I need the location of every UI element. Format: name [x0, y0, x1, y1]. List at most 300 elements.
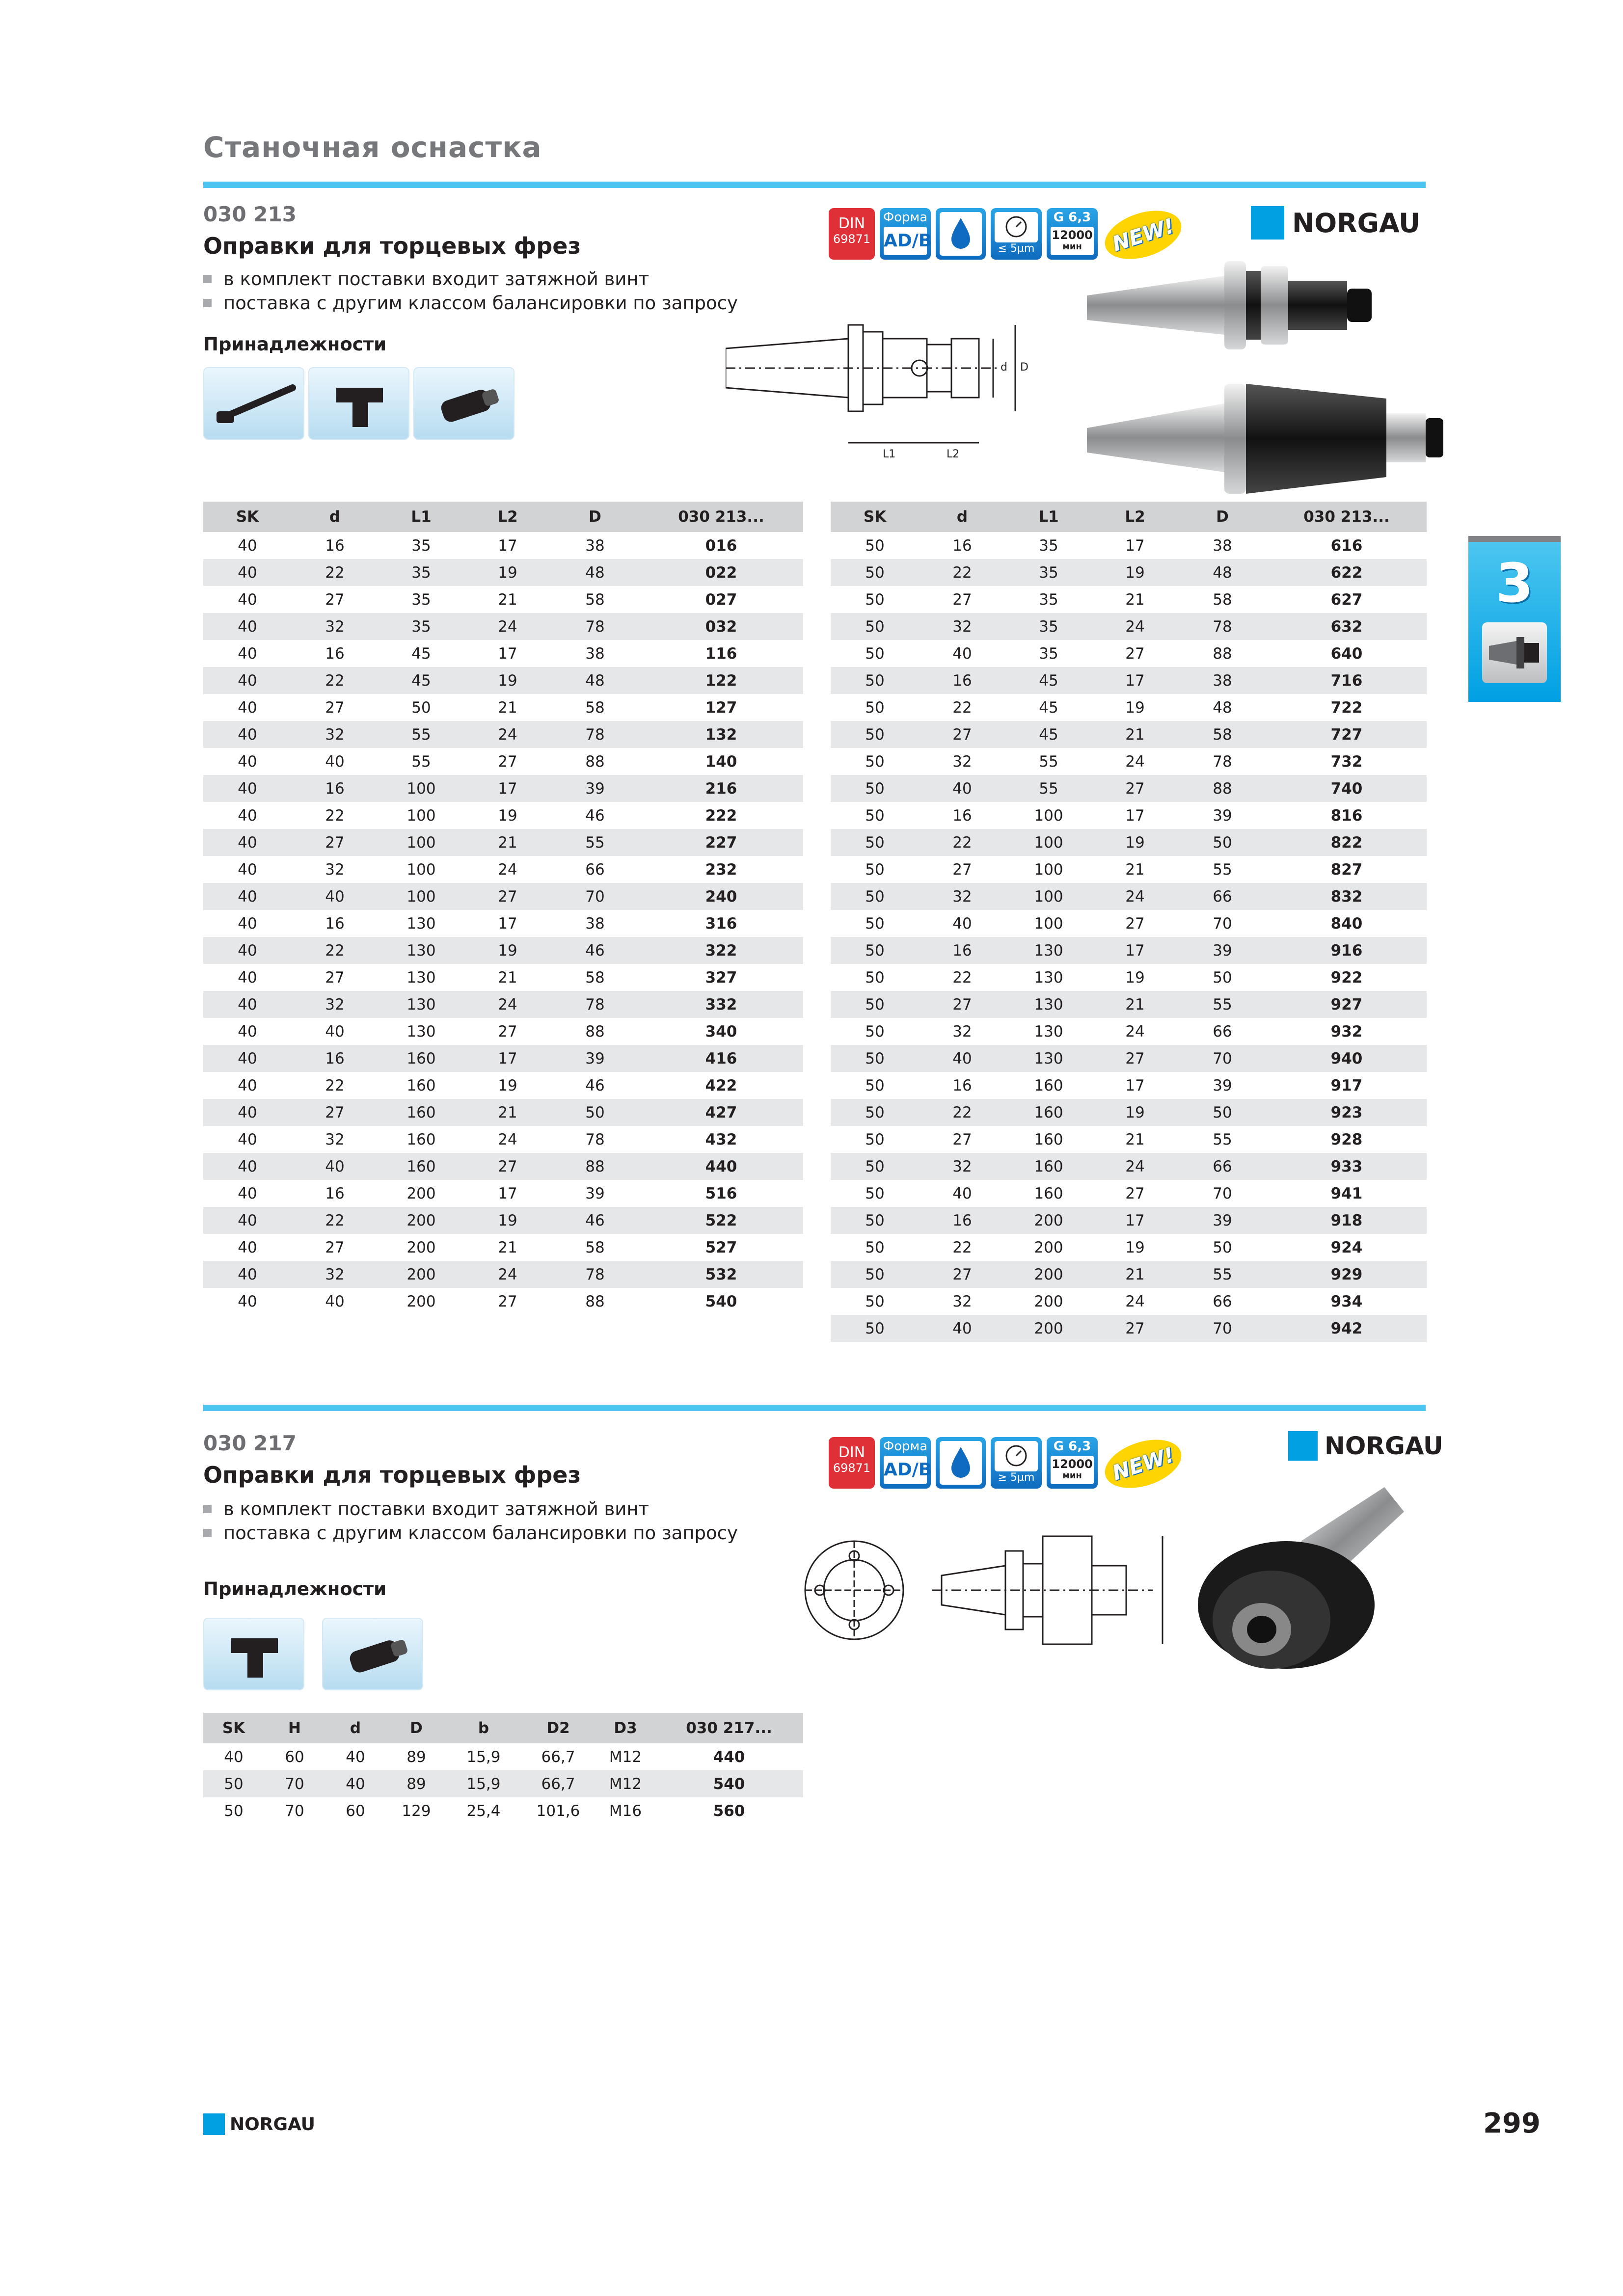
table-row — [831, 694, 1427, 721]
table-header-row — [203, 1713, 803, 1743]
table-cell: 78 — [551, 991, 639, 1018]
order-code-cell: 416 — [639, 1045, 803, 1072]
table-cell: 55 — [1213, 1130, 1232, 1148]
accessory-wrench[interactable] — [203, 367, 304, 440]
table-cell: 40 — [238, 968, 257, 987]
accessory-pull-stud[interactable] — [322, 1618, 423, 1690]
table-row — [831, 586, 1427, 613]
table-row — [831, 964, 1427, 991]
table-cell: 32 — [292, 613, 378, 640]
order-code-cell: 540 — [705, 1292, 737, 1310]
table-cell: 160 — [1034, 1184, 1063, 1202]
table-cell: 45 — [1005, 721, 1092, 748]
pull-stud-icon — [414, 368, 515, 441]
table-cell: 50 — [865, 968, 885, 987]
table-cell: 17 — [1125, 806, 1145, 825]
coolant-icon — [936, 1437, 986, 1489]
pull-stud-icon — [323, 1619, 424, 1691]
table-cell: 50 — [1178, 829, 1267, 856]
table-cell: 40 — [325, 1022, 345, 1041]
table-cell: 24 — [1125, 1022, 1145, 1041]
table-cell: 19 — [464, 1207, 551, 1234]
table-cell: 50 — [865, 1238, 885, 1256]
table-row — [203, 883, 803, 910]
table-row — [203, 802, 803, 829]
technical-drawing — [726, 304, 1059, 466]
table-cell: 100 — [1034, 860, 1063, 879]
table-cell: 100 — [1005, 883, 1092, 910]
table-row — [831, 829, 1427, 856]
order-code-cell: 840 — [1330, 914, 1363, 933]
table-cell: 27 — [1125, 644, 1145, 663]
order-code-cell: 216 — [639, 775, 803, 802]
order-code-cell: 440 — [639, 1153, 803, 1180]
table-cell: 200 — [1005, 1315, 1092, 1342]
table-row — [831, 1315, 1427, 1342]
table-row — [203, 559, 803, 586]
brand-logo: NORGAU — [1288, 1431, 1443, 1461]
table-row — [203, 1018, 803, 1045]
table-cell: 50 — [865, 698, 885, 717]
order-code-cell: 532 — [639, 1261, 803, 1288]
table-cell: 40 — [203, 559, 292, 586]
table-cell: 58 — [1178, 721, 1267, 748]
table-row — [203, 856, 803, 883]
table-cell: 27 — [464, 883, 551, 910]
feature-item: в комплект поставки входит затяжной винт — [203, 267, 738, 291]
table-row — [831, 667, 1427, 694]
table-row — [831, 883, 1427, 910]
table-cell: 22 — [292, 1207, 378, 1234]
section-number: 3 — [1495, 552, 1534, 614]
table-cell: 22 — [292, 667, 378, 694]
table-row — [831, 532, 1427, 559]
order-code-cell: 560 — [713, 1802, 745, 1820]
table-cell: 50 — [831, 559, 919, 586]
column-header: L1 — [378, 502, 464, 532]
table-row — [831, 1261, 1427, 1288]
accessories-label: Принадлежности — [203, 1578, 387, 1600]
table-cell: 39 — [551, 775, 639, 802]
table-cell: 50 — [865, 1076, 885, 1095]
table-cell: 40 — [238, 806, 257, 825]
table-cell: 48 — [1178, 559, 1267, 586]
table-cell: 22 — [292, 559, 378, 586]
table-row — [203, 1099, 803, 1126]
table-row — [831, 1288, 1427, 1315]
table-cell: 40 — [325, 752, 345, 771]
table-cell: M12 — [596, 1770, 655, 1797]
table-cell: 48 — [551, 559, 639, 586]
table-cell: 38 — [585, 644, 605, 663]
table-cell: 100 — [378, 829, 464, 856]
table-cell: 22 — [325, 1076, 345, 1095]
table-cell: 17 — [1092, 667, 1178, 694]
table-cell: 24 — [1125, 752, 1145, 771]
table-cell: 17 — [498, 1184, 517, 1202]
table-cell: 50 — [865, 1292, 885, 1310]
table-cell: 50 — [831, 1207, 919, 1234]
order-code-cell: 427 — [639, 1099, 803, 1126]
table-cell: 66 — [1213, 1022, 1232, 1041]
table-cell: 60 — [346, 1802, 365, 1820]
section-divider — [203, 182, 1426, 188]
table-cell: 70 — [551, 883, 639, 910]
table-cell: 24 — [1125, 1292, 1145, 1310]
table-cell: 40 — [238, 644, 257, 663]
table-cell: 40 — [203, 775, 292, 802]
order-code-cell: 540 — [655, 1770, 803, 1797]
table-row — [831, 559, 1427, 586]
table-cell: 160 — [1005, 1099, 1092, 1126]
table-cell: 32 — [919, 613, 1005, 640]
column-header: H — [264, 1713, 325, 1743]
order-code-cell: 222 — [705, 806, 737, 825]
table-row — [831, 613, 1427, 640]
table-cell: 50 — [831, 667, 919, 694]
table-cell: 27 — [1092, 775, 1178, 802]
table-cell: 24 — [1092, 1153, 1178, 1180]
table-cell: 200 — [406, 1184, 436, 1202]
table-row — [831, 1099, 1427, 1126]
table-cell: 130 — [378, 991, 464, 1018]
table-cell: 15,9 — [466, 1748, 501, 1766]
table-cell: 66 — [1178, 883, 1267, 910]
table-row — [203, 1743, 803, 1770]
table-cell: 21 — [1092, 1261, 1178, 1288]
table-cell: 66,7 — [520, 1770, 596, 1797]
table-cell: 66 — [1213, 1292, 1232, 1310]
table-cell: 40 — [203, 1099, 292, 1126]
table-cell: 27 — [325, 968, 345, 987]
table-cell: 46 — [551, 937, 639, 964]
table-cell: 32 — [919, 883, 1005, 910]
spec-table-030217 — [203, 1713, 803, 1824]
table-cell: 27 — [292, 829, 378, 856]
table-cell: 130 — [1005, 937, 1092, 964]
table-cell: 40 — [238, 752, 257, 771]
table-cell: 101,6 — [536, 1802, 580, 1820]
table-cell: 32 — [292, 1261, 378, 1288]
table-row — [203, 586, 803, 613]
table-row — [203, 1072, 803, 1099]
table-cell: 27 — [498, 1292, 517, 1310]
table-row — [831, 1045, 1427, 1072]
table-cell: 21 — [1125, 590, 1145, 609]
table-cell: M12 — [609, 1748, 642, 1766]
order-code-cell: 632 — [1267, 613, 1427, 640]
table-cell: 160 — [1034, 1076, 1063, 1095]
table-cell: 24 — [1092, 883, 1178, 910]
table-row — [831, 1153, 1427, 1180]
order-code-cell: 934 — [1330, 1292, 1363, 1310]
product-photo — [1082, 251, 1445, 497]
order-code-cell: 616 — [1330, 536, 1363, 555]
table-cell: 88 — [585, 1292, 605, 1310]
column-header: 030 217... — [655, 1713, 803, 1743]
column-header: L2 — [1092, 502, 1178, 532]
order-code-cell: 727 — [1267, 721, 1427, 748]
table-row — [831, 1180, 1427, 1207]
table-cell: 40 — [224, 1748, 243, 1766]
section-tab[interactable] — [1468, 536, 1561, 702]
table-row — [203, 829, 803, 856]
table-cell: 16 — [292, 775, 378, 802]
table-cell: 130 — [1005, 991, 1092, 1018]
page-title: Станочная оснастка — [203, 131, 542, 164]
table-cell: 32 — [919, 1153, 1005, 1180]
table-cell: 40 — [292, 883, 378, 910]
order-code-cell: 322 — [639, 937, 803, 964]
accessory-pull-stud[interactable] — [413, 367, 514, 440]
table-row — [203, 1797, 803, 1824]
column-header: d — [919, 502, 1005, 532]
feature-item: поставка с другим классом балансировки по запросу — [203, 291, 738, 315]
new-badge: NEW! — [1099, 1431, 1188, 1496]
table-row — [203, 640, 803, 667]
table-cell: 38 — [585, 914, 605, 933]
table-cell: 40 — [238, 590, 257, 609]
table-cell: 40 — [238, 536, 257, 555]
order-code-cell: 422 — [705, 1076, 737, 1095]
order-code-cell: 016 — [705, 536, 737, 555]
table-cell: 22 — [919, 559, 1005, 586]
table-cell: 70 — [1213, 914, 1232, 933]
accessory-drive-key[interactable] — [308, 367, 409, 440]
table-cell: 58 — [585, 698, 605, 717]
table-cell: 27 — [1092, 1045, 1178, 1072]
table-cell: 46 — [585, 806, 605, 825]
table-cell: 160 — [378, 1153, 464, 1180]
table-cell: 55 — [1178, 1261, 1267, 1288]
runout-label: ≤ 5µm — [998, 242, 1035, 255]
table-cell: 50 — [1213, 1238, 1232, 1256]
table-cell: 19 — [1092, 829, 1178, 856]
section-divider — [203, 1405, 1426, 1411]
table-cell: 16 — [919, 1207, 1005, 1234]
table-row — [203, 1180, 803, 1207]
column-header: 030 213... — [639, 502, 803, 532]
accessory-drive-key[interactable] — [203, 1618, 304, 1690]
table-cell: 50 — [865, 1022, 885, 1041]
table-cell: 55 — [378, 721, 464, 748]
table-row — [203, 532, 803, 559]
table-cell: 160 — [378, 1099, 464, 1126]
table-cell: 48 — [1213, 698, 1232, 717]
table-row — [203, 1045, 803, 1072]
dim-label: d — [1001, 361, 1007, 374]
order-code-cell: 941 — [1330, 1184, 1363, 1202]
table-cell: 50 — [831, 937, 919, 964]
table-cell: 19 — [498, 806, 517, 825]
order-code-cell: 922 — [1330, 968, 1363, 987]
table-row — [831, 937, 1427, 964]
table-cell: 130 — [1034, 968, 1063, 987]
table-cell: 48 — [551, 667, 639, 694]
table-cell: 35 — [1039, 590, 1058, 609]
table-cell: 50 — [831, 775, 919, 802]
table-row — [831, 856, 1427, 883]
balance-badge: G 6,3 12000 мин — [1047, 1437, 1098, 1489]
table-cell: 32 — [952, 1292, 972, 1310]
table-cell: 32 — [952, 752, 972, 771]
table-cell: 200 — [1005, 1261, 1092, 1288]
table-cell: 39 — [1213, 806, 1232, 825]
table-cell: 27 — [325, 590, 345, 609]
table-cell: 40 — [238, 698, 257, 717]
table-cell: 35 — [1005, 559, 1092, 586]
table-cell: 24 — [464, 613, 551, 640]
table-cell: 19 — [1125, 698, 1145, 717]
column-header: D2 — [520, 1713, 596, 1743]
table-cell: 32 — [292, 991, 378, 1018]
order-code-cell: 918 — [1267, 1207, 1427, 1234]
column-header: D — [386, 1713, 447, 1743]
order-code-cell: 022 — [639, 559, 803, 586]
table-row — [831, 775, 1427, 802]
table-cell: 40 — [238, 860, 257, 879]
table-row — [203, 721, 803, 748]
table-cell: 45 — [411, 644, 431, 663]
table-cell: 40 — [919, 1315, 1005, 1342]
table-cell: 16 — [325, 914, 345, 933]
table-cell: 40 — [203, 883, 292, 910]
table-cell: 100 — [378, 775, 464, 802]
table-cell: 40 — [203, 1153, 292, 1180]
table-cell: 35 — [411, 536, 431, 555]
table-cell: 89 — [386, 1770, 447, 1797]
table-cell: 200 — [1005, 1207, 1092, 1234]
table-cell: 27 — [325, 1238, 345, 1256]
table-cell: 19 — [1092, 559, 1178, 586]
table-cell: 19 — [464, 667, 551, 694]
table-cell: 40 — [203, 1261, 292, 1288]
table-cell: 16 — [325, 536, 345, 555]
table-cell: 24 — [464, 991, 551, 1018]
table-cell: 27 — [325, 698, 345, 717]
table-cell: 70 — [264, 1770, 325, 1797]
table-cell: 55 — [1039, 752, 1058, 771]
order-code-cell: 340 — [705, 1022, 737, 1041]
table-cell: 17 — [464, 775, 551, 802]
order-code-cell: 816 — [1330, 806, 1363, 825]
table-cell: 21 — [1125, 860, 1145, 879]
table-cell: 50 — [831, 1153, 919, 1180]
order-code-cell: 032 — [639, 613, 803, 640]
coolant-icon — [936, 208, 986, 260]
table-cell: 88 — [551, 1153, 639, 1180]
table-cell: 45 — [1005, 667, 1092, 694]
spec-table-sk40 — [203, 502, 803, 1315]
order-code-cell: 127 — [705, 698, 737, 717]
table-cell: 66,7 — [541, 1748, 575, 1766]
table-cell: 16 — [919, 937, 1005, 964]
table-cell: 40 — [203, 937, 292, 964]
table-cell: 38 — [1213, 536, 1232, 555]
order-code-cell: 316 — [705, 914, 737, 933]
order-code-cell: 916 — [1267, 937, 1427, 964]
table-cell: 70 — [1213, 1184, 1232, 1202]
table-cell: 45 — [1039, 698, 1058, 717]
table-cell: 16 — [919, 667, 1005, 694]
table-cell: 50 — [865, 590, 885, 609]
order-code-cell: 332 — [639, 991, 803, 1018]
table-cell: 17 — [1092, 1207, 1178, 1234]
dim-label: L2 — [947, 448, 960, 460]
table-cell: 15,9 — [447, 1770, 520, 1797]
table-cell: 16 — [325, 1184, 345, 1202]
table-cell: 70 — [285, 1802, 304, 1820]
table-cell: 130 — [378, 937, 464, 964]
column-header: d — [292, 502, 378, 532]
new-badge: NEW! — [1099, 202, 1188, 267]
table-cell: 55 — [1213, 860, 1232, 879]
table-cell: 21 — [498, 590, 517, 609]
table-row — [831, 1072, 1427, 1099]
order-code-cell: 622 — [1267, 559, 1427, 586]
table-cell: 22 — [952, 968, 972, 987]
table-cell: 60 — [285, 1748, 304, 1766]
table-cell: 50 — [865, 914, 885, 933]
order-code-cell: 232 — [705, 860, 737, 879]
table-cell: 50 — [411, 698, 431, 717]
table-cell: 50 — [551, 1099, 639, 1126]
table-cell: 200 — [1034, 1292, 1063, 1310]
table-cell: 50 — [203, 1770, 264, 1797]
table-cell: 19 — [464, 559, 551, 586]
runout-gauge-icon — [991, 208, 1042, 260]
table-cell: 88 — [1178, 775, 1267, 802]
table-cell: 40 — [203, 1207, 292, 1234]
table-row — [831, 1018, 1427, 1045]
table-cell: 27 — [1125, 1184, 1145, 1202]
wrench-icon — [204, 368, 305, 441]
table-cell: 40 — [292, 1153, 378, 1180]
table-cell: 40 — [919, 775, 1005, 802]
table-cell: 70 — [1178, 1315, 1267, 1342]
order-code-cell: 627 — [1330, 590, 1363, 609]
table-cell: 40 — [238, 1076, 257, 1095]
table-cell: 88 — [585, 752, 605, 771]
order-code-cell: 640 — [1330, 644, 1363, 663]
table-cell: 27 — [1125, 914, 1145, 933]
table-cell: 25,4 — [466, 1802, 501, 1820]
table-cell: 21 — [1125, 1130, 1145, 1148]
table-cell: 27 — [952, 860, 972, 879]
table-cell: 21 — [498, 698, 517, 717]
table-cell: 32 — [952, 1022, 972, 1041]
column-header: SK — [203, 1713, 264, 1743]
table-cell: 40 — [238, 1238, 257, 1256]
table-cell: 22 — [919, 1099, 1005, 1126]
table-cell: 24 — [1092, 613, 1178, 640]
table-cell: 66 — [1178, 1153, 1267, 1180]
table-cell: 19 — [1092, 1099, 1178, 1126]
table-cell: 50 — [865, 1184, 885, 1202]
table-cell: 32 — [292, 721, 378, 748]
table-cell: 17 — [498, 914, 517, 933]
table-cell: 50 — [831, 721, 919, 748]
table-cell: 16 — [952, 536, 972, 555]
table-cell: 32 — [325, 1130, 345, 1148]
table-cell: 16 — [292, 1045, 378, 1072]
feature-list — [203, 1497, 738, 1545]
table-cell: 78 — [585, 1130, 605, 1148]
table-cell: 160 — [1005, 1153, 1092, 1180]
table-cell: 40 — [238, 1292, 257, 1310]
table-row — [203, 910, 803, 937]
table-cell: 70 — [1178, 1045, 1267, 1072]
